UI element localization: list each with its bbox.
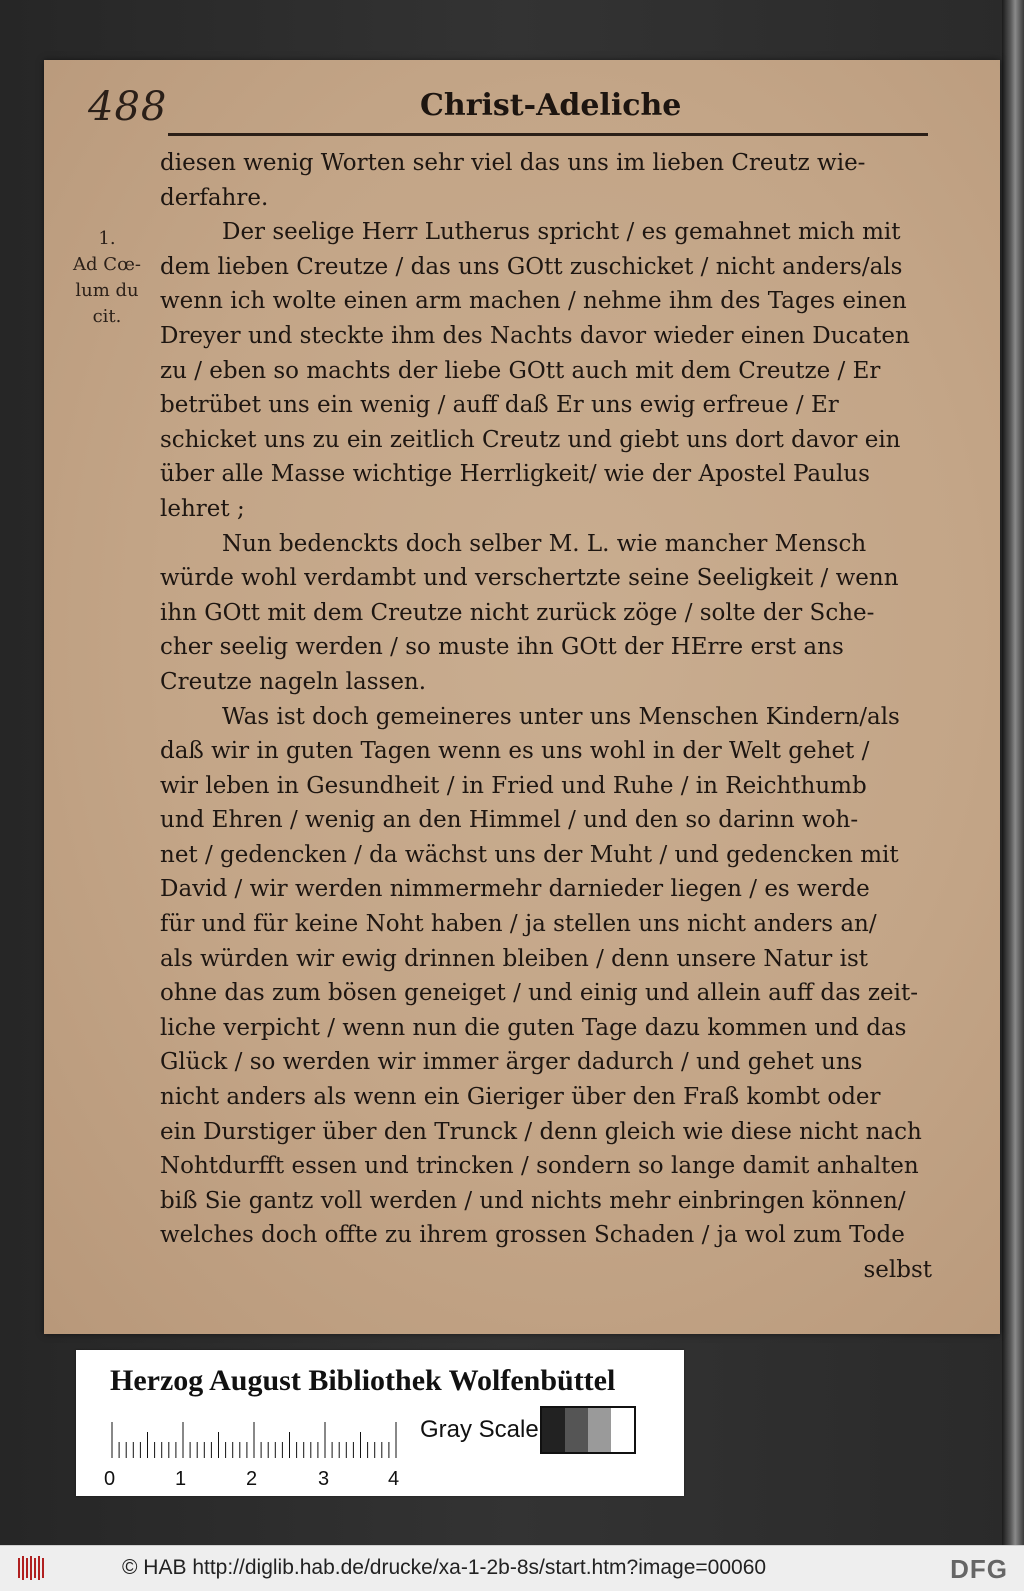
copyright-link[interactable]: © HAB http://diglib.hab.de/drucke/xa-1-2b-8s/start.htm?image=00060	[122, 1556, 767, 1579]
ruler-scale	[110, 1420, 410, 1460]
text-line: ohne das zum bösen geneiget / und einig und allein auff das zeit-	[160, 980, 919, 1007]
scale-number: 1	[175, 1468, 187, 1490]
text-line: welches doch offte zu ihrem grossen Schaden / ja wol zum Tode	[160, 1222, 905, 1249]
text-line: Glück / so werden wir immer ärger dadurch / und gehet uns	[160, 1049, 863, 1076]
margin-note-line: cit.	[92, 306, 122, 327]
text-line: betrübet uns ein wenig / auff daß Er uns ewig erfreue / Er	[160, 392, 839, 419]
text-line: würde wohl verdambt und verschertzte seine Seeligkeit / wenn	[160, 565, 899, 592]
text-line: selbst	[863, 1257, 932, 1283]
text-line: Dreyer und steckte ihm des Nachts davor wieder einen Ducaten	[160, 322, 910, 349]
scale-number: 2	[246, 1468, 258, 1490]
margin-note-line: lum du	[75, 280, 139, 301]
scale-number: 3	[318, 1468, 330, 1490]
margin-note-line: Ad Cœ-	[73, 254, 141, 275]
text-line: Was ist doch gemeineres unter uns Menschen Kindern/als	[222, 703, 900, 730]
running-head: Christ-Adeliche	[420, 88, 682, 123]
text-line: Der seelige Herr Lutherus spricht / es gemahnet mich mit	[222, 219, 901, 246]
footer-bar	[0, 1545, 1024, 1591]
text-line: und Ehren / wenig an den Himmel / und den so darinn woh-	[160, 807, 859, 834]
text-line: wenn ich wolte einen arm machen / nehme ihm des Tages einen	[160, 288, 907, 315]
margin-note	[62, 226, 152, 330]
text-line: diesen wenig Worten sehr viel das uns im lieben Creutz wie-	[160, 150, 866, 176]
scan-edge-strip	[1002, 0, 1024, 1545]
text-line: derfahre.	[160, 184, 269, 211]
text-line: wir leben in Gesundheit / in Fried und Ruhe / in Reichthumb	[160, 772, 867, 799]
margin-note-line: 1.	[98, 228, 116, 249]
text-line: schicket uns zu ein zeitlich Creutz und giebt uns dort davor ein	[160, 426, 901, 453]
gray-swatch	[542, 1408, 565, 1452]
page-number: 488	[88, 84, 168, 130]
text-line: liche verpicht / wenn nun die guten Tage dazu kommen und das	[160, 1014, 907, 1041]
text-line: für und für keine Noht haben / ja stellen uns nicht anders an/	[160, 911, 877, 938]
text-line: dem lieben Creutze / das uns GOtt zuschicket / nicht anders/als	[160, 253, 903, 280]
scale-number: 4	[388, 1468, 400, 1490]
gray-scale-label: Gray Scale	[420, 1416, 539, 1443]
dfg-logo: DFG	[950, 1554, 1008, 1584]
hab-logo-icon	[18, 1556, 46, 1580]
text-line: ihn GOtt mit dem Creutze nicht zurück zöge / solte der Sche-	[160, 599, 875, 626]
body-text	[160, 146, 932, 1288]
text-line: über alle Masse wichtige Herrligkeit/ wie der Apostel Paulus	[160, 461, 870, 488]
text-line: als würden wir ewig drinnen bleiben / denn unsere Natur ist	[160, 945, 869, 972]
text-line: Nun bedenckts doch selber M. L. wie mancher Mensch	[222, 530, 867, 557]
text-line: daß wir in guten Tagen wenn es uns wohl in der Welt gehet /	[160, 738, 870, 765]
header-rule	[168, 133, 928, 136]
color-calibration-bar	[76, 1350, 684, 1496]
text-line: zu / eben so machts der liebe GOtt auch mit dem Creutze / Er	[160, 357, 881, 384]
gray-scale-swatches	[540, 1406, 636, 1454]
text-line: David / wir werden nimmermehr darnieder liegen / es werde	[160, 876, 870, 903]
text-line: Creutze nageln lassen.	[160, 668, 427, 695]
text-line: lehret ;	[160, 495, 245, 522]
text-line: net / gedencken / da wächst uns der Muht / und gedencken mit	[160, 841, 899, 868]
text-line: Nohtdurfft essen und trincken / sondern so lange damit anhalten	[160, 1153, 919, 1180]
text-line: biß Sie gantz voll werden / und nichts mehr einbringen können/	[160, 1187, 906, 1214]
gray-swatch	[611, 1408, 634, 1452]
gray-swatch	[565, 1408, 588, 1452]
text-line: ein Durstiger über den Trunck / denn gleich wie diese nicht nach	[160, 1118, 922, 1145]
gray-swatch	[588, 1408, 611, 1452]
text-line: nicht anders als wenn ein Gieriger über den Fraß kombt oder	[160, 1084, 881, 1111]
text-line: cher seelig werden / so muste ihn GOtt der HErre erst ans	[160, 634, 844, 661]
scale-number: 0	[104, 1468, 116, 1490]
library-name: Herzog August Bibliothek Wolfenbüttel	[110, 1364, 616, 1397]
